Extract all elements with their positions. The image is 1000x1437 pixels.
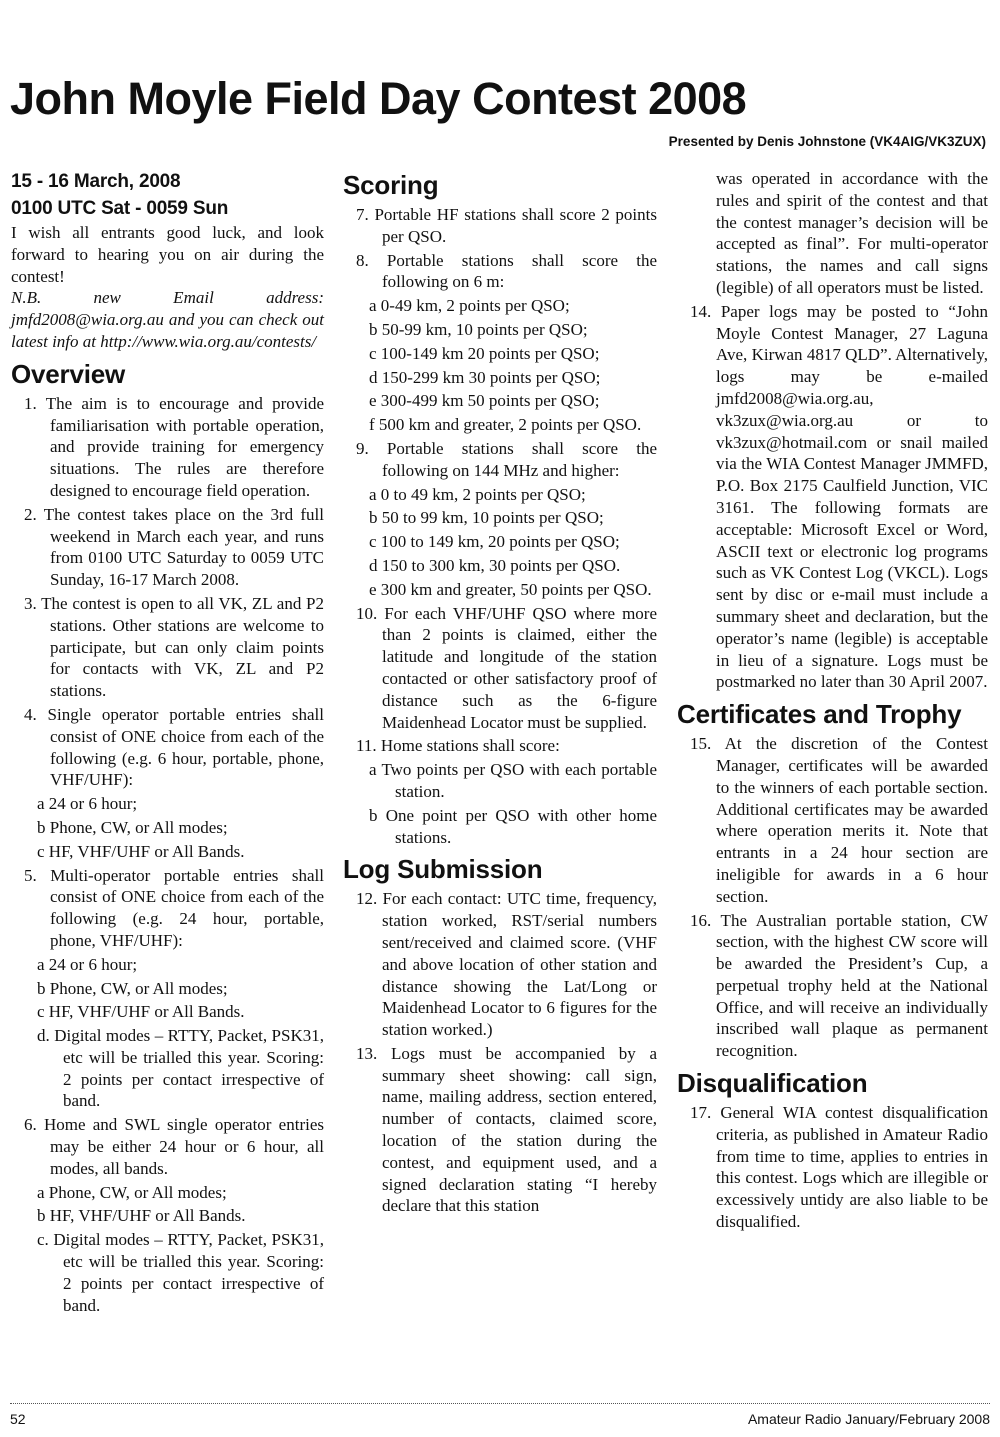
list-subitem: c HF, VHF/UHF or All Bands. <box>37 1002 245 1022</box>
list-subitem: b Phone, CW, or All modes; <box>37 978 228 998</box>
list-item: 7. Portable HF stations shall score 2 points per QSO. <box>356 205 657 246</box>
list-subitem: c. Digital modes – RTTY, Packet, PSK31, etc will be trialled this year. Scoring: 2 points per contact irrespective of band. <box>37 1230 324 1315</box>
list-subitem: a 0 to 49 km, 2 points per QSO; <box>369 484 586 504</box>
page-footer <box>10 1403 990 1432</box>
log-submission-heading: Log Submission <box>343 854 543 885</box>
disqualification-heading: Disqualification <box>677 1068 868 1099</box>
list-item: 12. For each contact: UTC time, frequency, station worked, RST/serial numbers sent/received and claimed score. (VHF and above location of other station and distance showing the Lat/Long or Maidenhead Locator to 6 figures for the station worked.) <box>356 889 657 1040</box>
list-subitem: c 100-149 km 20 points per QSO; <box>369 343 600 363</box>
list-subitem: c 100 to 149 km, 20 points per QSO; <box>369 532 620 552</box>
column-left <box>11 168 324 1316</box>
contest-time: 0100 UTC Sat - 0059 Sun <box>11 198 229 219</box>
list-subitem: a 24 or 6 hour; <box>37 954 138 974</box>
intro-paragraph: I wish all entrants good luck, and look forward to hearing you on air during the contest! <box>11 223 324 286</box>
email-note: N.B. new Email address: jmfd2008@wia.org.au and you can check out latest info at http://www.wia.org.au/contests/ <box>11 288 324 351</box>
column-middle <box>343 168 657 1217</box>
list-item: 13. Logs must be accompanied by a summary sheet showing: call sign, name, mailing address, section entered, number of contacts, claimed score, location of the station during the contest, and equipment used, and a signed declaration stating “I hereby declare that this station <box>356 1043 657 1216</box>
list-subitem: a Phone, CW, or All modes; <box>37 1182 227 1202</box>
list-subitem: a 0-49 km, 2 points per QSO; <box>369 296 570 316</box>
list-subitem: e 300-499 km 50 points per QSO; <box>369 391 600 411</box>
scoring-heading: Scoring <box>343 170 439 200</box>
contest-date: 15 - 16 March, 2008 <box>11 171 181 192</box>
list-subitem: a Two points per QSO with each portable station. <box>369 760 657 801</box>
list-subitem: b One point per QSO with other home stations. <box>369 805 657 847</box>
page-number: 52 <box>10 1411 26 1427</box>
article-title: John Moyle Field Day Contest 2008 <box>10 73 747 124</box>
list-subitem: d. Digital modes – RTTY, Packet, PSK31, etc will be trialled this year. Scoring: 2 points per contact irrespective of band. <box>37 1026 324 1111</box>
list-item: 16. The Australian portable station, CW section, with the highest CW score will be awarded the President’s Cup, a perpetual trophy held at the National Office, and will receive an individually inscribed wall plaque as permanent recognition. <box>690 910 988 1061</box>
certificates-heading: Certificates and Trophy <box>677 699 962 730</box>
list-subitem: b 50-99 km, 10 points per QSO; <box>369 319 588 339</box>
list-item: 14. Paper logs may be posted to “John Moyle Contest Manager, 27 Laguna Ave, Kirwan 4817 QLD”. Alternatively, logs may be e-mailed jmfd2008@wia.org.au, vk3zux@wia.org.au or to vk3zux@hotmail.com or snail mailed via the WIA Contest Manager JMMFD, P.O. Box 2175 Caulfield Junction, VIC 3161. The following formats are acceptable: Microsoft Excel or Word, ASCII text or electronic log programs such as VK Contest Log (VKCL). Logs sent by disc or e-mail must include a summary sheet and declaration, but the operator’s name (legible) is acceptable in lieu of a signature. Logs must be postmarked no later than 30 April 2007. <box>690 301 988 692</box>
column-right <box>677 168 988 1233</box>
list-item: 17. General WIA contest disqualification criteria, as published in Amateur Radio from time to time, applies to entries in this contest. Logs which are illegible or excessively untidy are also liable to be disqualified. <box>690 1103 988 1232</box>
list-item: 10. For each VHF/UHF QSO where more than 2 points is claimed, either the latitude and longitude of the station contacted or other satisfactory proof of distance such as the 6-figure Maidenhead Locator must be supplied. <box>356 603 657 732</box>
list-item: 9. Portable stations shall score the following on 144 MHz and higher: <box>356 438 657 480</box>
list-item: 4. Single operator portable entries shall consist of ONE choice from each of the following (e.g. 6 hour, portable, phone, VHF/UHF): <box>24 704 324 790</box>
list-subitem: c HF, VHF/UHF or All Bands. <box>37 841 245 861</box>
list-subitem: b 50 to 99 km, 10 points per QSO; <box>369 508 604 528</box>
list-item: 15. At the discretion of the Contest Manager, certificates will be awarded to the winners of each portable section. Additional certificates may be awarded where operation merits it. Note that entrants in a 24 hour section are ineligible for awards in a 6 hour section. <box>690 734 988 906</box>
list-subitem: e 300 km and greater, 50 points per QSO. <box>369 579 652 599</box>
list-item: 2. The contest takes place on the 3rd full weekend in March each year, and runs from 0100 UTC Saturday to 0059 UTC Sunday, 16-17 March 2008. <box>24 504 324 590</box>
list-item: 11. Home stations shall score: <box>356 736 560 756</box>
list-item: 6. Home and SWL single operator entries may be either 24 hour or 6 hour, all modes, all bands. <box>24 1115 324 1178</box>
list-subitem: f 500 km and greater, 2 points per QSO. <box>369 415 642 435</box>
list-item: 5. Multi-operator portable entries shall consist of ONE choice from each of the following (e.g. 24 hour, portable, phone, VHF/UHF): <box>24 865 324 950</box>
author-byline: Presented by Denis Johnstone (VK4AIG/VK3ZUX) <box>668 134 986 149</box>
magazine-issue: Amateur Radio January/February 2008 <box>747 1411 990 1427</box>
list-subitem: a 24 or 6 hour; <box>37 794 138 814</box>
list-subitem: b Phone, CW, or All modes; <box>37 817 228 837</box>
list-item: 3. The contest is open to all VK, ZL and P2 stations. Other stations are welcome to participate, but can only claim points for contacts with VK, ZL and P2 stations. <box>24 593 324 701</box>
list-subitem: d 150-299 km 30 points per QSO; <box>369 367 601 387</box>
overview-heading: Overview <box>11 358 126 389</box>
list-subitem: b HF, VHF/UHF or All Bands. <box>37 1206 246 1226</box>
list-item: 8. Portable stations shall score the following on 6 m: <box>356 250 657 292</box>
list-item: 1. The aim is to encourage and provide familiarisation with portable operation, and provide training for emergency situations. The rules are therefore designed to encourage field operation. <box>24 393 324 500</box>
list-subitem: d 150 to 300 km, 30 points per QSO. <box>369 555 621 575</box>
list-item-continued: was operated in accordance with the rules and spirit of the contest and that the contest manager’s decision will be accepted as final”. For multi-operator stations, the names and call signs (legible) of all operators must be listed. <box>716 169 988 297</box>
